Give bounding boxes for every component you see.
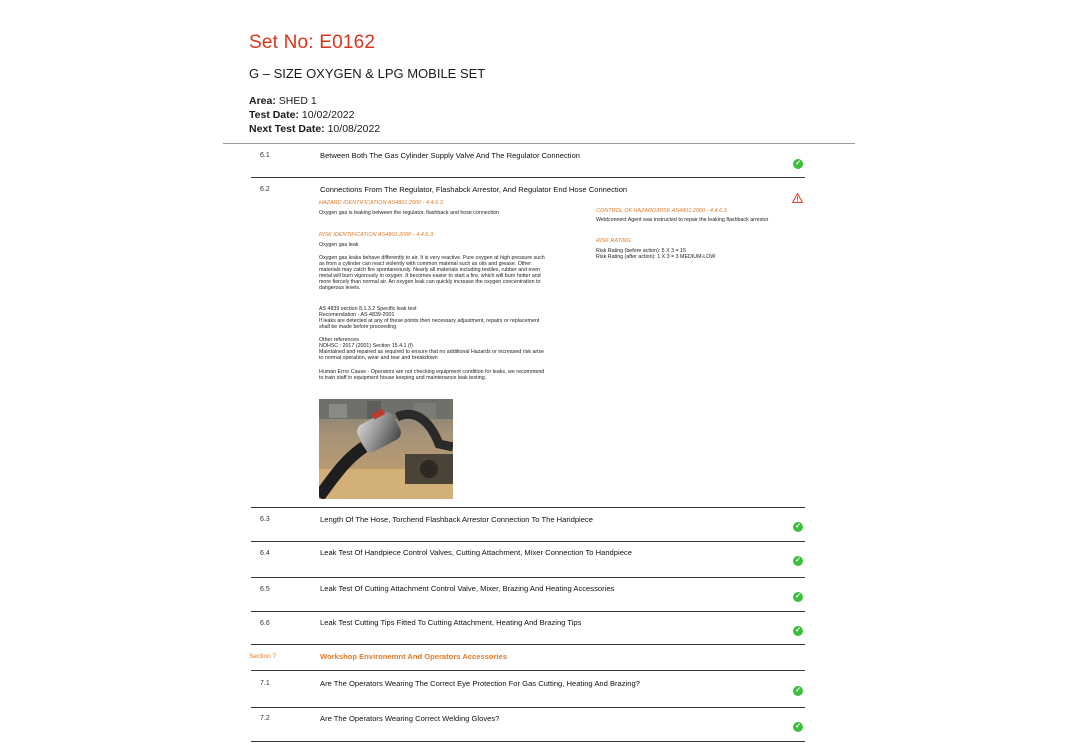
checklist-row-6-5 (251, 578, 805, 612)
warning-triangle-icon (792, 193, 803, 203)
control-heading: CONTROL OF HAZARD/RISK AS4801:2000 - 4.4.6.3 (596, 208, 727, 214)
control-text: Weldconnect Agent was instructed to repair the leaking flashback arrestor (596, 217, 769, 223)
next-test-date-value: 10/08/2022 (327, 123, 381, 135)
risk-rating-heading: RISK RATING (596, 238, 631, 244)
check-circle-icon: ✓ (793, 159, 803, 169)
checklist-row-6-6 (251, 612, 805, 645)
risk-paragraph-3: Other references NOHSC : 2017 (2001) Section 15.4.1 (f) Maintained and repaired as required to ensure that no additional Hazards or increased risk arise to normal operation, wear and tear and breakdown (319, 337, 544, 361)
risk-paragraph-4: Human Error Cause - Operators are not checking equipment condition for leaks, we recommend to train staff in equipment house keeping and maintenance leak testing. (319, 369, 545, 381)
item-text: Are The Operators Wearing The Correct Eye Protection For Gas Cutting, Heating And Brazing? (320, 679, 640, 688)
item-number: 6.6 (260, 620, 270, 627)
item-number: 6.2 (260, 186, 270, 193)
test-date-line (249, 109, 354, 121)
check-circle-icon: ✓ (793, 626, 803, 636)
item-text: Leak Test Cutting Tips Fitted To Cutting Attachment, Heating And Brazing Tips (320, 618, 582, 627)
hazard-heading: HAZARD IDENTIFICATION AS4801:2000 - 4.4.6.3 (319, 200, 443, 206)
next-test-date-label: Next Test Date: (249, 123, 325, 135)
check-circle-icon: ✓ (793, 686, 803, 696)
item-text: Leak Test Of Cutting Attachment Control Valve, Mixer, Brazing And Heating Accessories (320, 584, 615, 593)
item-number: 6.4 (260, 550, 270, 557)
checklist-row-7-2 (251, 708, 805, 742)
risk-paragraph-1: Oxygen gas leaks behave differently to air. It is very reactive. Pure oxygen at high pressure such as from a cylinder can react violently with common material such as oils and grease. Other materials may catch fire spontaneously. Nearly all materials including textiles, rubber and even metal will burn vigorously in oxygen. It becomes easier to start a fire, which will burn hotter and more fiercely than normal air. An oxygen leak can quickly increase the oxygen concentration to dangerous levels. (319, 255, 545, 291)
section-label: Section 7 (249, 653, 277, 660)
risk-rating-before: Risk Rating (before action): 5 X 3 = 15 (596, 248, 686, 254)
risk-heading: RISK IDENTIFICATION AS4801:2000 - 4.4.6.3 (319, 232, 434, 238)
item-text: Between Both The Gas Cylinder Supply Valve And The Regulator Connection (320, 151, 581, 160)
item-number: 6.5 (260, 586, 270, 593)
risk-title: Oxygen gas leak (319, 242, 359, 248)
checklist-row-6-4 (251, 542, 805, 578)
item-text: Are The Operators Wearing Correct Welding Gloves? (320, 714, 500, 723)
leak-photo (319, 399, 453, 499)
item-number: 6.1 (260, 152, 270, 159)
item-text: Length Of The Hose, Torchend Flashback Arrestor Connection To The Handpiece (320, 515, 593, 524)
hazard-text: Oxygen gas is leaking between the regulator, flashback and hose connection (319, 210, 499, 216)
item-number: 7.2 (260, 715, 270, 722)
item-number: 6.3 (260, 516, 270, 523)
set-title: G – SIZE OXYGEN & LPG MOBILE SET (249, 66, 486, 81)
area-line (249, 95, 317, 107)
check-circle-icon: ✓ (793, 556, 803, 566)
section-title: Workshop Environemnt And Operators Accessories (320, 652, 508, 661)
test-date-value: 10/02/2022 (301, 109, 355, 121)
checklist-row-7-1 (251, 671, 805, 708)
checklist-row-6-3 (251, 508, 805, 542)
item-text: Connections From The Regulator, Flashabck Arrestor, And Regulator End Hose Connection (320, 185, 628, 194)
area-label: Area: (249, 95, 276, 107)
risk-paragraph-2: AS 4839 section 8.1.3.2 Specific leak test Recomendation - AS 4839-2001 If leaks are detected at any of these points then necessary adjustment, repairs or replacement shall be made before proceeding (319, 306, 540, 330)
checklist-row-6-1 (251, 144, 805, 178)
item-text: Leak Test Of Handpiece Control Valves, Cutting Attachment, Mixer Connection To Handpiece (320, 548, 632, 557)
check-circle-icon: ✓ (793, 592, 803, 602)
risk-rating-after: Risk Rating (after action): 1 X 3 = 3 MEDIUM-LOW (596, 254, 716, 260)
set-number: Set No: E0162 (249, 32, 376, 53)
check-circle-icon: ✓ (793, 522, 803, 532)
item-number: 7.1 (260, 680, 270, 687)
check-circle-icon: ✓ (793, 722, 803, 732)
test-date-label: Test Date: (249, 109, 299, 121)
area-value: SHED 1 (278, 95, 317, 107)
next-test-date-line (249, 123, 380, 135)
section-row (251, 645, 805, 671)
